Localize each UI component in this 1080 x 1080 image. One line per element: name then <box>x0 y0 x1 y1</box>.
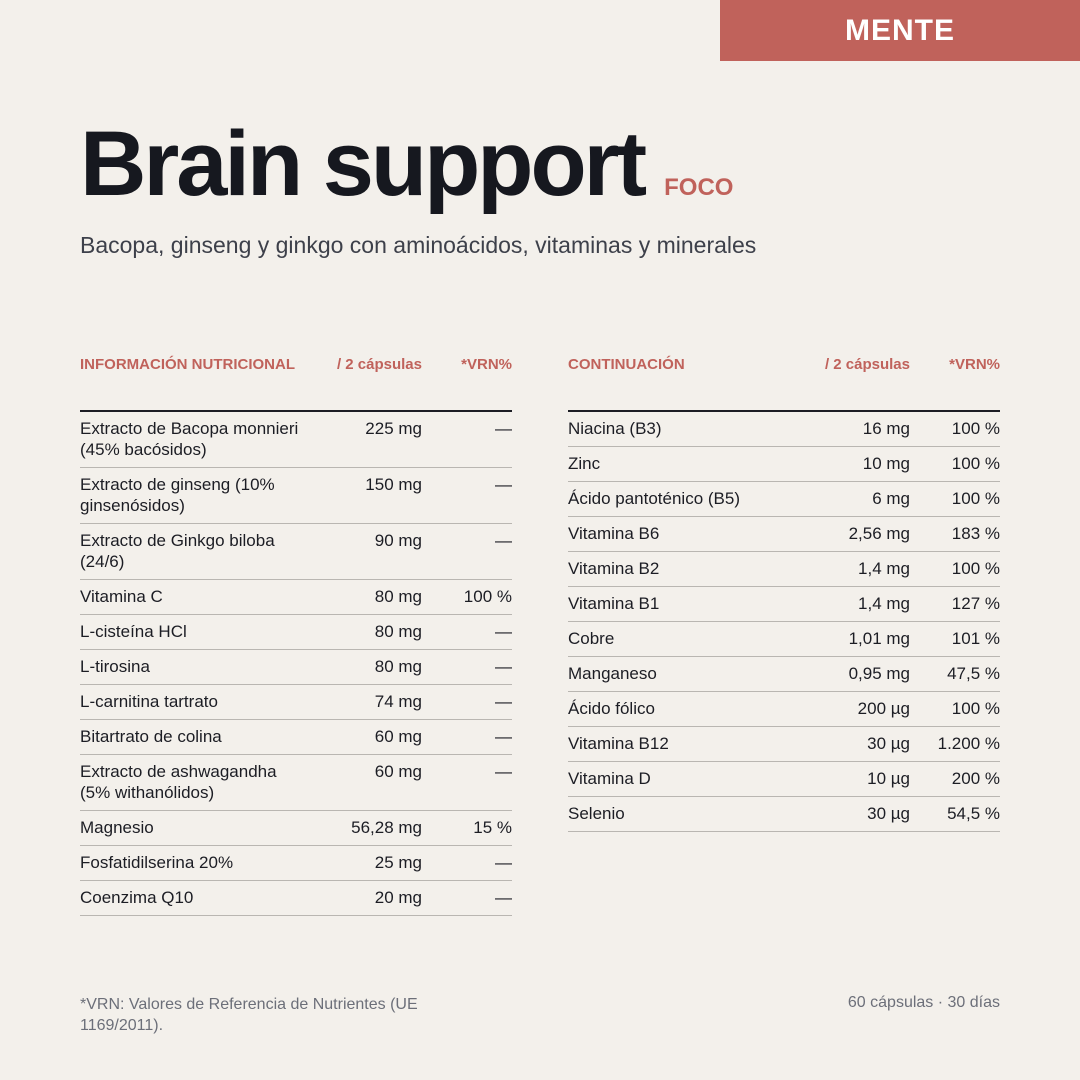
ingredient-name: Vitamina B2 <box>568 559 660 578</box>
ingredient-name: Ácido pantoténico (B5) <box>568 489 740 508</box>
column-header-ingredient: INFORMACIÓN NUTRICIONAL <box>80 356 295 373</box>
ingredient-vrn: — <box>495 622 512 641</box>
category-badge: MENTE <box>720 0 1080 61</box>
nutrition-table-left <box>80 356 512 916</box>
ingredient-name: Fosfatidilserina 20% <box>80 853 234 872</box>
ingredient-dose: 1,4 mg <box>858 594 910 613</box>
ingredient-name: Vitamina B1 <box>568 594 660 613</box>
table-row <box>568 482 1000 517</box>
ingredient-vrn: 100 % <box>951 559 1000 578</box>
table-row <box>80 685 512 720</box>
title-row <box>80 113 734 215</box>
table-row <box>568 727 1000 762</box>
ingredient-vrn: 100 % <box>951 454 1000 473</box>
table-row <box>568 587 1000 622</box>
ingredient-dose: 0,95 mg <box>848 664 910 683</box>
table-row <box>568 447 1000 482</box>
ingredient-vrn: 15 % <box>473 818 512 837</box>
ingredient-name: Extracto de ginseng (10% ginsenósidos) <box>80 475 275 515</box>
column-header-dose: / 2 cápsulas <box>824 356 910 373</box>
ingredient-name: Niacina (B3) <box>568 419 662 438</box>
ingredient-dose: 2,56 mg <box>848 524 910 543</box>
table-row <box>568 552 1000 587</box>
table-row <box>568 412 1000 447</box>
ingredient-name: Zinc <box>568 454 601 473</box>
ingredient-vrn: 100 % <box>951 489 1000 508</box>
table-body <box>568 412 1000 832</box>
table-body <box>80 412 512 916</box>
footnote: *VRN: Valores de Referencia de Nutrientes (UE 1169/2011). <box>80 996 418 1034</box>
table-header <box>80 356 512 412</box>
ingredient-vrn: — <box>495 762 512 781</box>
table-row <box>568 657 1000 692</box>
ingredient-name: L-tirosina <box>80 657 150 676</box>
ingredient-vrn: 100 % <box>951 419 1000 438</box>
ingredient-vrn: 183 % <box>951 524 1000 543</box>
ingredient-name: Selenio <box>568 804 625 823</box>
ingredient-vrn: 100 % <box>463 587 512 606</box>
ingredient-dose: 25 mg <box>374 853 422 872</box>
table-row <box>80 468 512 524</box>
ingredient-dose: 1,01 mg <box>848 629 910 648</box>
ingredient-vrn: — <box>495 888 512 907</box>
ingredient-name: Vitamina D <box>568 769 651 788</box>
table-row <box>80 720 512 755</box>
pack-info: 60 cápsulas · 30 días <box>847 994 1000 1011</box>
ingredient-vrn: 100 % <box>951 699 1000 718</box>
ingredient-dose: 80 mg <box>374 622 422 641</box>
ingredient-vrn: — <box>495 727 512 746</box>
ingredient-vrn: 200 % <box>951 769 1000 788</box>
ingredient-dose: 56,28 mg <box>351 818 422 837</box>
ingredient-name: L-cisteína HCl <box>80 622 187 641</box>
ingredient-vrn: — <box>495 853 512 872</box>
ingredient-dose: 80 mg <box>374 587 422 606</box>
ingredient-dose: 225 mg <box>365 419 422 438</box>
nutrition-table-right <box>568 356 1000 832</box>
table-header <box>568 356 1000 412</box>
ingredient-name: Extracto de Ginkgo biloba (24/6) <box>80 531 275 571</box>
ingredient-name: Magnesio <box>80 818 154 837</box>
ingredient-vrn: 54,5 % <box>947 804 1000 823</box>
ingredient-dose: 30 µg <box>867 734 910 753</box>
product-subtitle: Bacopa, ginseng y ginkgo con aminoácidos, vitaminas y minerales <box>80 232 757 258</box>
ingredient-name: Vitamina C <box>80 587 163 606</box>
column-header-ingredient: CONTINUACIÓN <box>568 356 685 373</box>
table-row <box>80 881 512 916</box>
ingredient-vrn: — <box>495 419 512 438</box>
ingredient-dose: 200 µg <box>857 699 910 718</box>
table-row <box>80 412 512 468</box>
ingredient-name: Coenzima Q10 <box>80 888 194 907</box>
column-header-vrn: *VRN% <box>949 356 1000 373</box>
ingredient-name: Cobre <box>568 629 615 648</box>
ingredient-dose: 60 mg <box>374 727 422 746</box>
ingredient-vrn: — <box>495 531 512 550</box>
table-row <box>568 762 1000 797</box>
table-row <box>80 846 512 881</box>
ingredient-dose: 60 mg <box>374 762 422 781</box>
ingredient-dose: 90 mg <box>374 531 422 550</box>
table-row <box>568 692 1000 727</box>
ingredient-dose: 6 mg <box>872 489 910 508</box>
table-row <box>80 524 512 580</box>
ingredient-dose: 74 mg <box>374 692 422 711</box>
ingredient-name: Ácido fólico <box>568 699 655 718</box>
table-row <box>80 650 512 685</box>
column-header-dose: / 2 cápsulas <box>336 356 422 373</box>
ingredient-name: L-carnitina tartrato <box>80 692 218 711</box>
ingredient-dose: 30 µg <box>867 804 910 823</box>
ingredient-name: Vitamina B6 <box>568 524 660 543</box>
ingredient-vrn: 1.200 % <box>937 734 1000 753</box>
table-row <box>568 797 1000 832</box>
ingredient-name: Vitamina B12 <box>568 734 669 753</box>
column-header-vrn: *VRN% <box>461 356 512 373</box>
product-tag: FOCO <box>664 174 734 201</box>
ingredient-dose: 10 mg <box>862 454 910 473</box>
ingredient-name: Bitartrato de colina <box>80 727 222 746</box>
ingredient-name: Extracto de Bacopa monnieri (45% bacósidos) <box>80 419 299 459</box>
table-row <box>80 615 512 650</box>
ingredient-dose: 150 mg <box>365 475 422 494</box>
ingredient-dose: 80 mg <box>374 657 422 676</box>
ingredient-vrn: 101 % <box>951 629 1000 648</box>
ingredient-dose: 10 µg <box>867 769 910 788</box>
table-row <box>568 622 1000 657</box>
ingredient-vrn: — <box>495 657 512 676</box>
ingredient-vrn: — <box>495 475 512 494</box>
table-row <box>80 811 512 846</box>
ingredient-vrn: — <box>495 692 512 711</box>
ingredient-dose: 20 mg <box>374 888 422 907</box>
ingredient-dose: 1,4 mg <box>858 559 910 578</box>
ingredient-vrn: 127 % <box>951 594 1000 613</box>
table-row <box>80 580 512 615</box>
ingredient-name: Manganeso <box>568 664 657 683</box>
product-title: Brain support <box>80 113 645 215</box>
ingredient-dose: 16 mg <box>862 419 910 438</box>
ingredient-vrn: 47,5 % <box>947 664 1000 683</box>
ingredient-name: Extracto de ashwagandha (5% withanólidos) <box>80 762 277 802</box>
table-row <box>80 755 512 811</box>
table-row <box>568 517 1000 552</box>
